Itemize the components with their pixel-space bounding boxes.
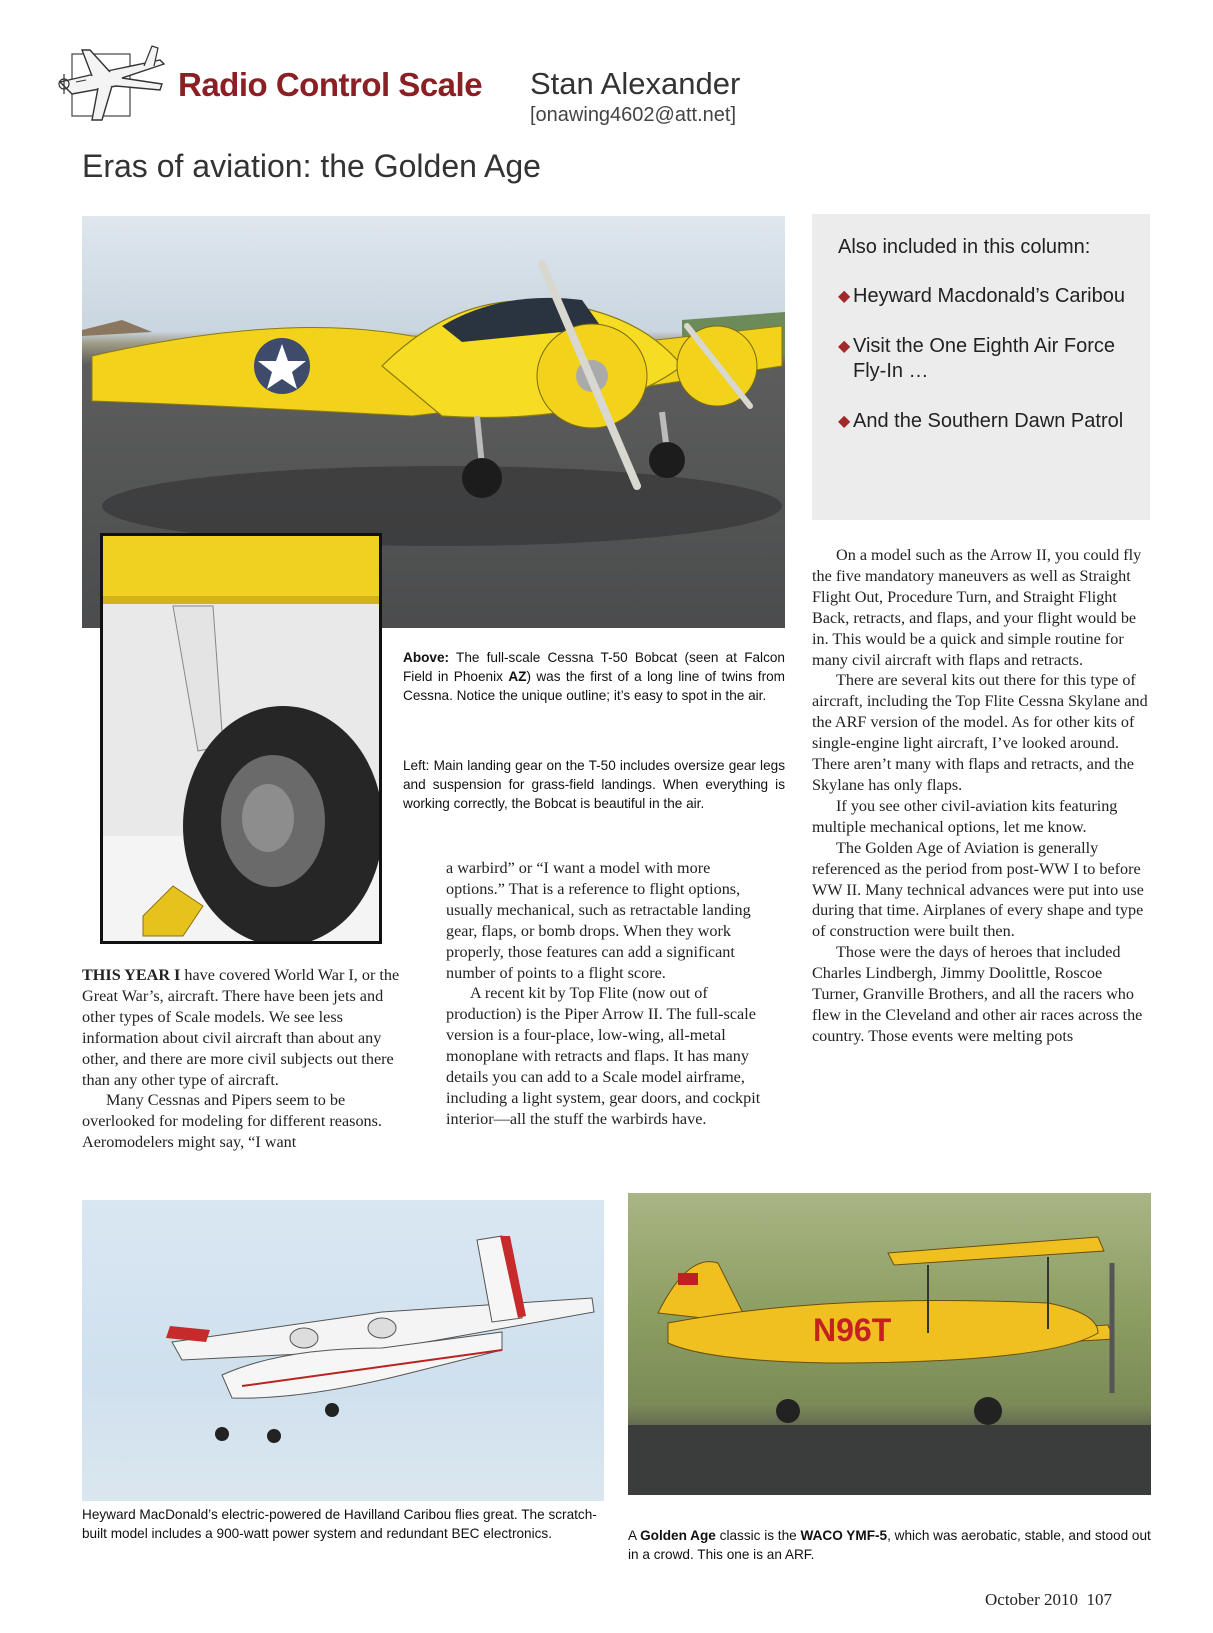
caption-waco-mid: classic is the xyxy=(715,1528,801,1543)
paragraph-8: The Golden Age of Aviation is generally referenced as the period from post-WW I to before WW II. Many technical advances were put into use during that time. Airplanes of every shape and type of construction were built then. xyxy=(812,838,1144,941)
article-column-3 xyxy=(812,545,1152,1047)
caption-waco-pre: A xyxy=(628,1528,641,1543)
issue-date: October 2010 xyxy=(985,1590,1079,1609)
sidebar-item-dawn-patrol xyxy=(838,409,1138,434)
column-logo-airplane xyxy=(52,40,170,128)
article-headline: Eras of aviation: the Golden Age xyxy=(82,148,541,184)
sidebar-item-caribou xyxy=(838,284,1138,309)
caption-above xyxy=(403,648,785,705)
paragraph-4: A recent kit by Top Flite (now out of production) is the Piper Arrow II. The full-scale version is a four-place, low-wing, all-metal monoplane with retracts and flaps. It has many details you can add to a Scale model airframe, including a light system, gear doors, and cockpit interior—all the stuff the warbirds have. xyxy=(446,984,761,1128)
paragraph-7: If you see other civil-aviation kits featuring multiple mechanical options, let me know. xyxy=(812,796,1118,836)
caption-above-az: AZ xyxy=(508,669,527,684)
caption-above-tail: ) was the first of a long line of twins from Cessna. Notice the unique outline; it’s easy to spot in the air. xyxy=(403,669,785,703)
paragraph-2: Many Cessnas and Pipers seem to be overlooked for modeling for different reasons. Aeromodelers might say, “I want xyxy=(82,1091,382,1152)
waco-photo xyxy=(628,1193,1151,1495)
article-column-1 xyxy=(82,965,412,1153)
paragraph-6: There are several kits out there for this type of aircraft, including the Top Flite Cessna Skylane and the ARF version of the model. As for other kits of single-engine light aircraft, I’ve looked around. There aren’t many with flaps and retracts, and the Skylane has only flaps. xyxy=(812,671,1148,794)
paragraph-5: On a model such as the Arrow II, you could fly the five mandatory maneuvers as well as Straight Flight Out, Procedure Turn, and Straight Flight Back, retracts, and flaps, and your flight would be in. This would be a quick and simple routine for many civil aircraft with flaps and retracts. xyxy=(812,546,1142,669)
paragraph-1-text: have covered World War I, or the Great War’s, aircraft. There have been jets and other types of Scale models. We see less information about civil aircraft than about any other, and there are more civil subjects out there than any other type of aircraft. xyxy=(82,966,400,1089)
waco-illustration xyxy=(628,1193,1151,1495)
sidebar-list xyxy=(838,284,1138,459)
sidebar-box xyxy=(812,214,1150,520)
page-number: 107 xyxy=(1086,1590,1113,1609)
author-email: [onawing4602@att.net] xyxy=(530,104,737,126)
landing-gear-photo xyxy=(100,533,382,944)
sidebar-title: Also included in this column: xyxy=(838,236,1091,258)
sidebar-item-label: Heyward Macdonald’s Caribou xyxy=(853,285,1125,307)
caption-caribou: Heyward MacDonald’s electric-powered de Havilland Caribou flies great. The scratch-built model includes a 900-watt power system and redundant BEC electronics. xyxy=(82,1507,597,1541)
caption-above-text: The full-scale Cessna T-50 Bobcat (seen at Falcon Field in Phoenix xyxy=(403,650,785,684)
caribou-illustration xyxy=(82,1200,604,1501)
bullet-diamond-icon: ◆ xyxy=(838,288,851,305)
sidebar-item-label: And the Southern Dawn Patrol xyxy=(853,410,1124,432)
landing-gear-illustration xyxy=(103,536,379,941)
bullet-diamond-icon: ◆ xyxy=(838,338,851,355)
bullet-diamond-icon: ◆ xyxy=(838,413,851,430)
caption-waco-post: , which was aerobatic, stable, and stood out in a crowd. This one is an ARF. xyxy=(628,1528,1151,1562)
column-title: Radio Control Scale xyxy=(178,66,483,103)
paragraph-9: Those were the days of heroes that included Charles Lindbergh, Jimmy Doolittle, Roscoe Turner, Granville Brothers, and all the racers who flew in the Cleveland and other air races across the country. Those events were melting pots xyxy=(812,943,1143,1045)
paragraph-3: a warbird” or “I want a model with more options.” That is a reference to flight options, usually mechanical, such as retractable landing gear, flaps, or bomb drops. When they work properly, those features can add a significant number of points to a flight score. xyxy=(446,859,751,982)
article-column-2 xyxy=(446,858,768,1130)
caribou-photo xyxy=(82,1200,604,1501)
waco-registration-mark: N96T xyxy=(813,1312,892,1348)
sidebar-item-label: Visit the One Eighth Air Force Fly-In … xyxy=(853,335,1115,382)
caption-above-lead: Above: xyxy=(403,650,450,665)
sidebar-item-fly-in xyxy=(838,334,1138,384)
page-footer xyxy=(985,1590,1112,1610)
caption-waco-bold-1: Golden Age xyxy=(640,1528,716,1543)
airplane-icon xyxy=(52,40,170,128)
author-name: Stan Alexander xyxy=(530,66,741,101)
caption-waco xyxy=(628,1526,1153,1564)
caption-waco-bold-2: WACO YMF-5 xyxy=(800,1528,888,1543)
paragraph-1 xyxy=(82,965,412,1090)
paragraph-lead-in: THIS YEAR I xyxy=(82,966,181,984)
caption-left: Left: Main landing gear on the T-50 includes oversize gear legs and suspension for grass-field landings. When everything is working correctly, the Bobcat is beautiful in the air. xyxy=(403,758,785,811)
